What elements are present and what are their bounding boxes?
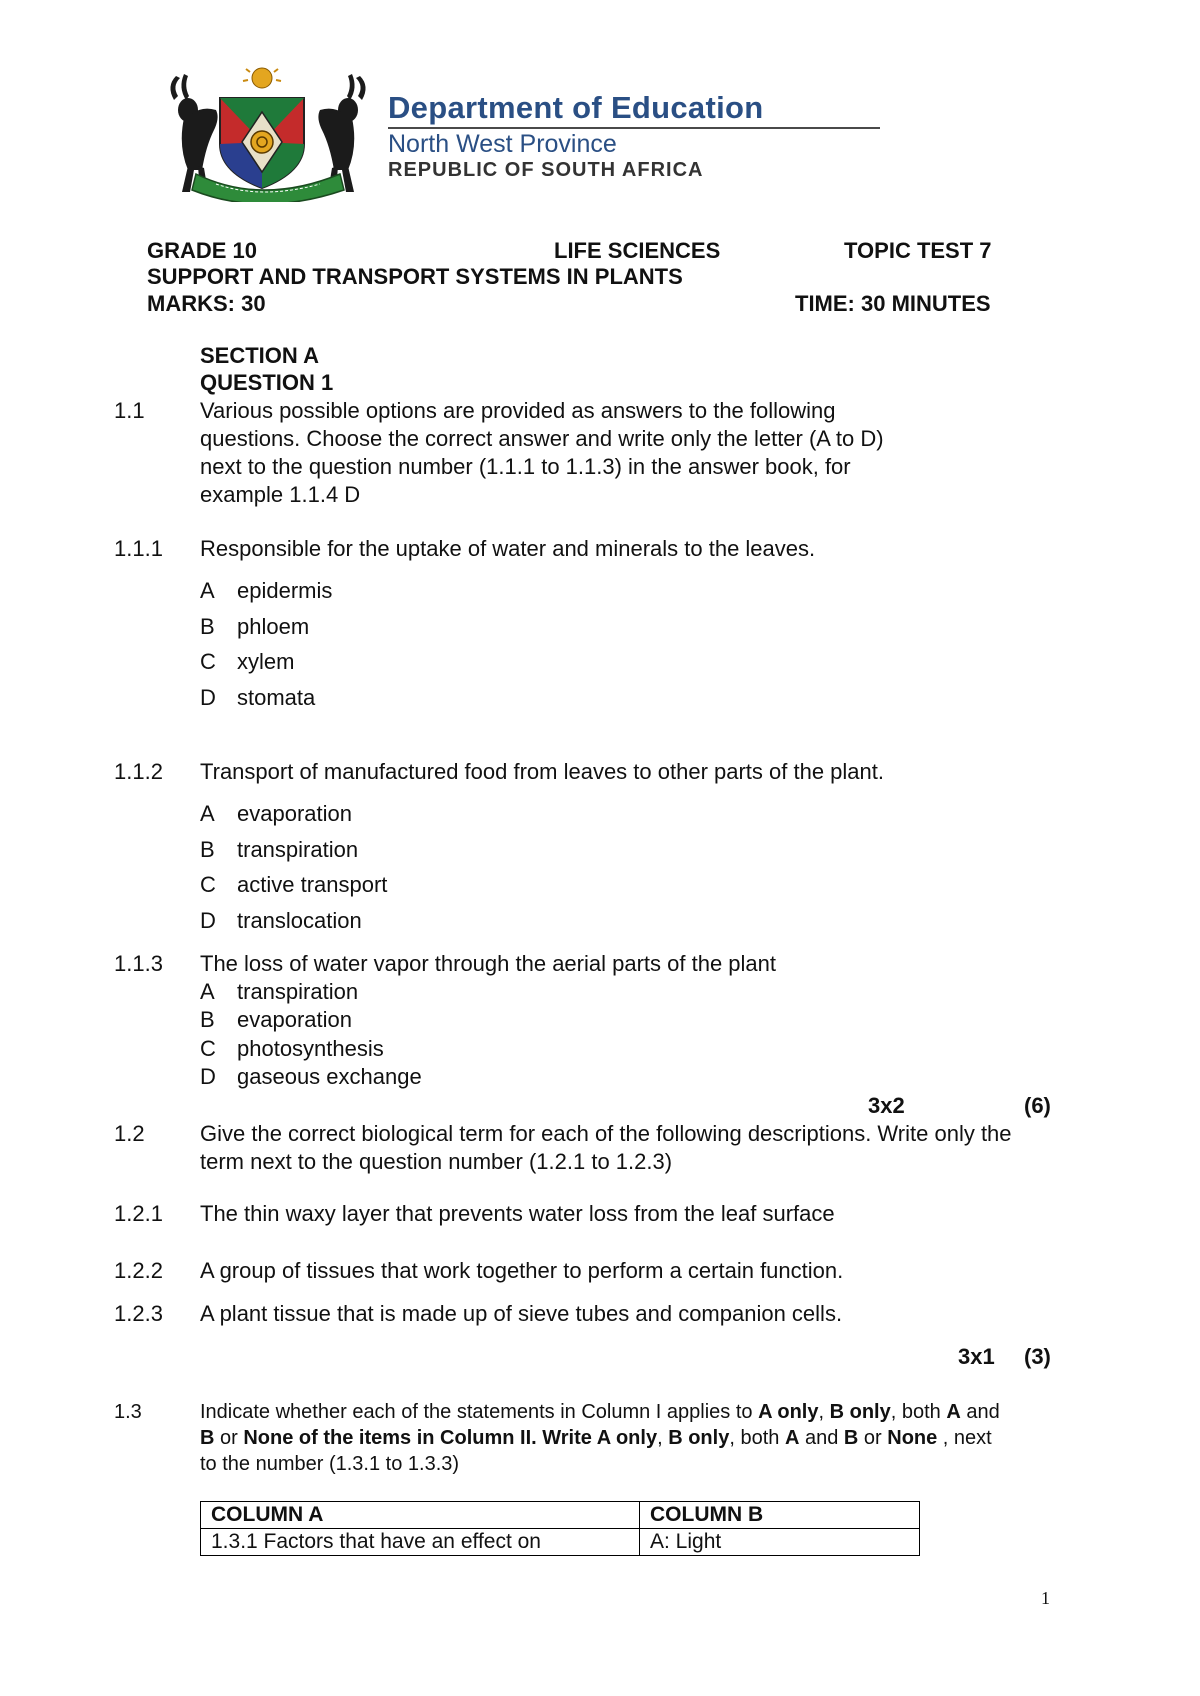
- option-text: gaseous exchange: [237, 1064, 422, 1089]
- table-cell: A: Light: [640, 1529, 920, 1556]
- page-number: 1: [1041, 1588, 1050, 1608]
- option-text: epidermis: [237, 578, 333, 603]
- option-letter: C: [200, 1036, 216, 1061]
- sun-icon: [243, 66, 281, 88]
- question-instruction: Give the correct biological term for each of the following descriptions. Write only the term next to the question number (1.2.1 to 1.2.3): [200, 1121, 1012, 1174]
- option-text: transpiration: [237, 837, 359, 862]
- option-text: translocation: [237, 908, 362, 933]
- question-text: The thin waxy layer that prevents water loss from the leaf surface: [200, 1201, 835, 1226]
- columns-table: [200, 1501, 920, 1556]
- option-letter: D: [200, 908, 216, 933]
- time-label: TIME: 30 MINUTES: [795, 291, 991, 316]
- mark-calculation: 3x2: [868, 1093, 905, 1118]
- option-text: photosynthesis: [237, 1036, 384, 1061]
- table-row: [201, 1529, 920, 1556]
- topic-title: SUPPORT AND TRANSPORT SYSTEMS IN PLANTS: [147, 264, 683, 289]
- question-number: 1.1.1: [114, 536, 163, 561]
- header-rule: [388, 127, 880, 129]
- table-cell: 1.3.1 Factors that have an effect on: [201, 1529, 640, 1556]
- marks-label: MARKS: 30: [147, 291, 266, 316]
- question-number: 1.2.3: [114, 1301, 163, 1326]
- section-heading: SECTION A: [200, 343, 319, 368]
- option-text: stomata: [237, 685, 316, 710]
- option-text: phloem: [237, 614, 310, 639]
- republic-name: REPUBLIC OF SOUTH AFRICA: [388, 159, 704, 181]
- coat-of-arms-logo: [158, 66, 378, 202]
- table-header-row: [201, 1502, 920, 1529]
- question-instruction: Indicate whether each of the statements in Column I applies to A only, B only, both A and B or None of the items in Column II. Write A only, B only, both A and B or None , next to the number (1.3.1 to 1.3.3): [200, 1401, 1000, 1475]
- department-title: Department of Education: [388, 90, 764, 125]
- question-text: Responsible for the uptake of water and minerals to the leaves.: [200, 536, 816, 561]
- question-number: 1.2: [114, 1121, 145, 1146]
- question-text: The loss of water vapor through the aerial parts of the plant: [200, 951, 776, 976]
- option-letter: B: [200, 614, 215, 639]
- antelope-left-icon: [170, 74, 217, 192]
- option-letter: D: [200, 1064, 216, 1089]
- option-text: evaporation: [237, 1007, 352, 1032]
- option-text: evaporation: [237, 801, 352, 826]
- column-b-header: COLUMN B: [640, 1502, 920, 1529]
- shield-icon: [220, 98, 304, 188]
- column-a-header: COLUMN A: [201, 1502, 640, 1529]
- option-letter: A: [200, 801, 215, 826]
- question-number: 1.1.3: [114, 951, 163, 976]
- option-text: transpiration: [237, 979, 359, 1004]
- option-letter: B: [200, 837, 215, 862]
- question-number: 1.2.1: [114, 1201, 163, 1226]
- mark-total: (3): [1024, 1344, 1051, 1369]
- question-text: Transport of manufactured food from leaves to other parts of the plant.: [200, 759, 884, 784]
- question-number: 1.1.2: [114, 759, 163, 784]
- question-text: A plant tissue that is made up of sieve tubes and companion cells.: [200, 1301, 843, 1326]
- question-instruction: Various possible options are provided as answers to the following questions. Choose the correct answer and write only the letter (A to D) next to the question number (1.1.1 to 1.1.3) in the answer book, for example 1.1.4 D: [200, 398, 884, 507]
- option-letter: B: [200, 1007, 215, 1032]
- grade-label: GRADE 10: [147, 238, 258, 263]
- question-number: 1.2.2: [114, 1258, 163, 1283]
- antelope-right-icon: [318, 74, 365, 192]
- option-letter: D: [200, 685, 216, 710]
- option-text: xylem: [237, 649, 295, 674]
- question-text: A group of tissues that work together to perform a certain function.: [200, 1258, 844, 1283]
- option-letter: A: [200, 578, 215, 603]
- option-letter: C: [200, 872, 216, 897]
- question-number: 1.1: [114, 398, 145, 423]
- mark-calculation: 3x1: [958, 1344, 995, 1369]
- question-number: 1.3: [114, 1401, 142, 1423]
- province-name: North West Province: [388, 130, 617, 158]
- question-heading: QUESTION 1: [200, 370, 334, 395]
- option-letter: A: [200, 979, 215, 1004]
- option-text: active transport: [237, 872, 388, 897]
- topic-test-label: TOPIC TEST 7: [844, 238, 992, 263]
- option-letter: C: [200, 649, 216, 674]
- mark-total: (6): [1024, 1093, 1051, 1118]
- subject-label: LIFE SCIENCES: [554, 238, 721, 263]
